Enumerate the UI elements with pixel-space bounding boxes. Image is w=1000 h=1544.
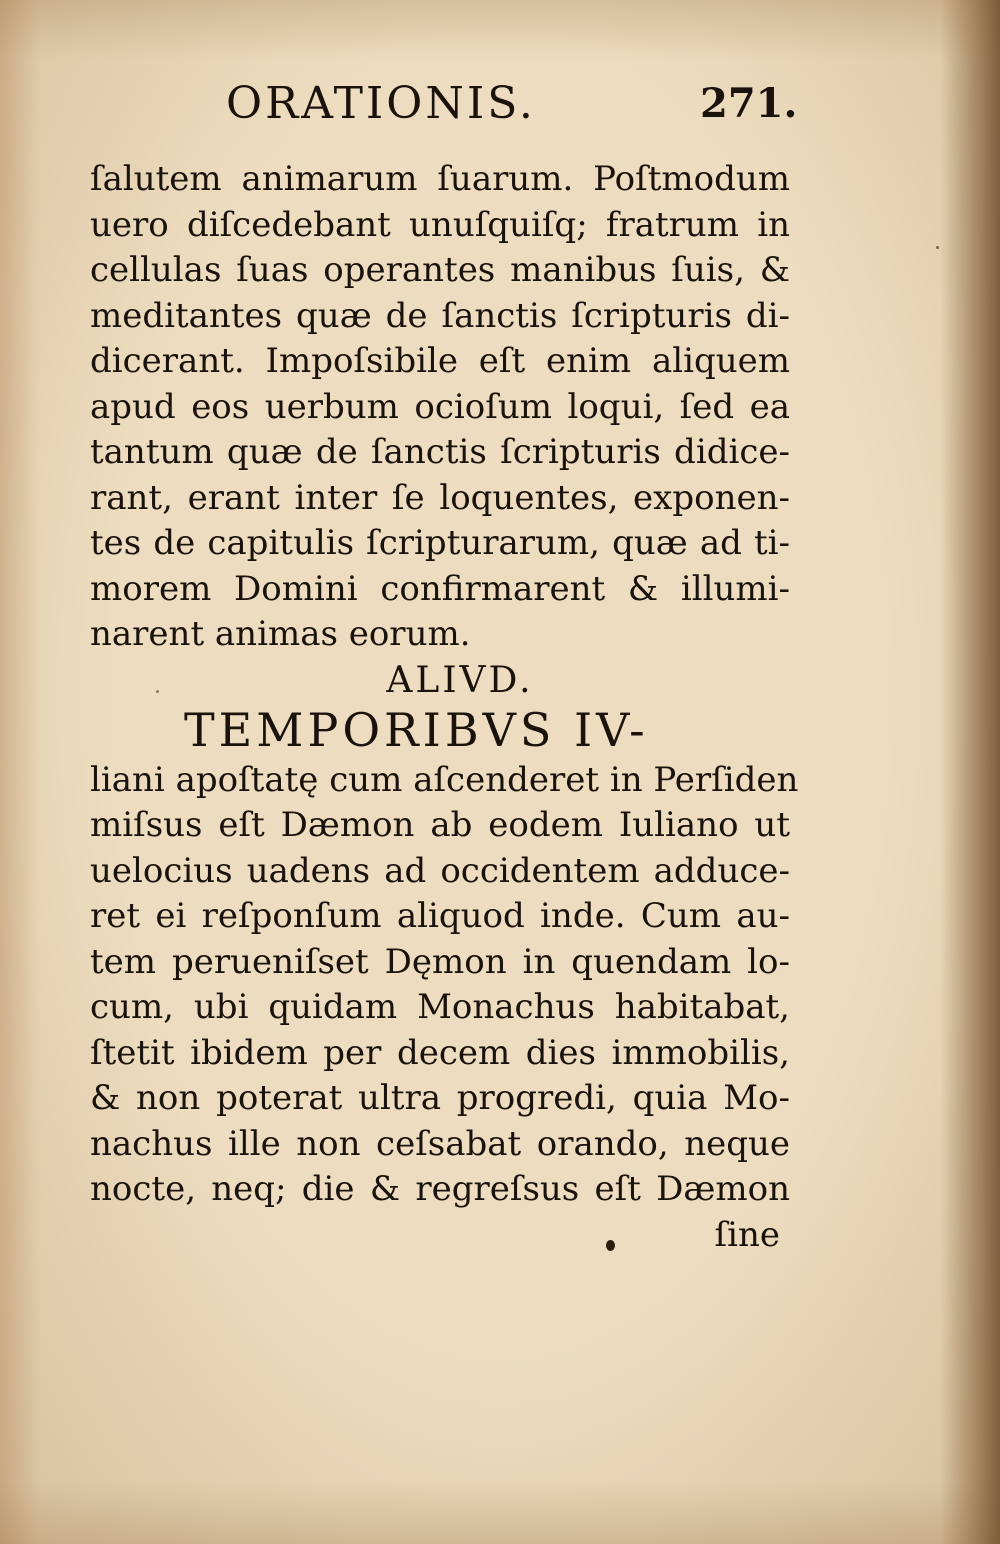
text-line: cum, ubi quidam Monachus habitabat, (90, 987, 790, 1027)
page-number: 271. (700, 80, 798, 127)
text-line: uero diſcedebant unuſquiſq; fratrum in (90, 204, 790, 245)
text-line: dicerant. Impoſsibile eſt enim aliquem (90, 341, 790, 381)
text-line: apud eos uerbum ocioſum loqui, ſed ea (90, 386, 790, 427)
text-line: ret ei reſponſum aliquod inde. Cum au- (90, 896, 790, 936)
ink-speck (936, 246, 939, 249)
section-heading: ALIVD. (386, 659, 534, 701)
text-line: meditantes quæ de ſanctis ſcripturis di- (90, 295, 790, 336)
section-opening-words: TEMPORIBVS IV- (184, 702, 649, 757)
page-header (226, 78, 798, 130)
text-line: liani apoſtatę cum aſcenderet in Perſiden (90, 759, 799, 800)
text-line: rant, erant inter ſe loquentes, exponen- (90, 477, 790, 518)
text-line: tem perueniſset Dęmon in quendam lo- (90, 941, 790, 982)
catchword: ſine (714, 1214, 780, 1255)
text-line: tes de capitulis ſcripturarum, quæ ad ti- (90, 523, 790, 563)
text-line: nocte, neq; die & regreſsus eſt Dæmon (90, 1169, 790, 1209)
text-line: miſsus eſt Dæmon ab eodem Iuliano ut (90, 805, 790, 845)
text-line: tantum quæ de ſanctis ſcripturis didice- (90, 432, 790, 472)
text-line: nachus ille non ceſsabat orando, neque (90, 1123, 790, 1164)
text-line: & non poterat ultra progredi, quia Mo- (90, 1078, 790, 1118)
text-block (90, 157, 799, 1258)
text-line: cellulas ſuas operantes manibus ſuis, & (90, 250, 790, 290)
text-line: ſalutem animarum ſuarum. Poſtmodum (90, 159, 790, 199)
text-line: ſtetit ibidem per decem dies immobilis, (90, 1032, 790, 1073)
text-line: uelocius uadens ad occidentem adduce- (90, 850, 790, 891)
running-head: ORATIONIS. (226, 78, 536, 129)
text-line: narent animas eorum. (90, 614, 471, 654)
text-line: morem Domini confirmarent & illumi- (90, 568, 790, 609)
